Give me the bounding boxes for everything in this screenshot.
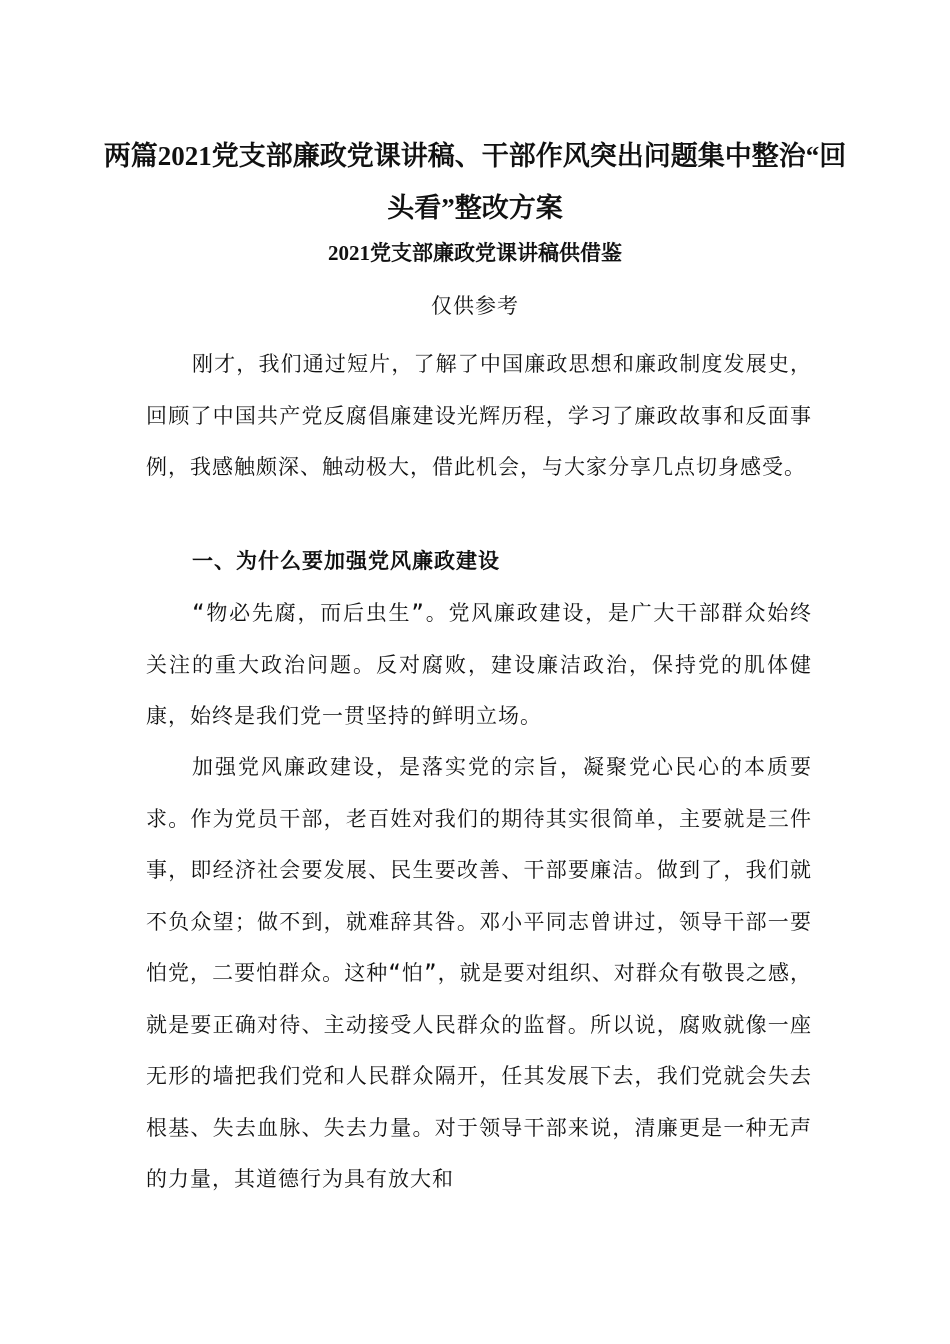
paragraph-importance: 加强党风廉政建设，是落实党的宗旨，凝聚党心民心的本质要求。作为党员干部，老百姓对我们的期待其实很简单，主要就是三件事，即经济社会要发展、民生要改善、干部要廉洁。做到了，我们就不负众望；做不到，就难辞其咎。邓小平同志曾讲过，领导干部一要怕党，二要怕群众。这种“怕”，就是要对组织、对群众有敬畏之感，就是要正确对待、主动接受人民群众的监督。所以说，腐败就像一座无形的墙把我们党和人民群众隔开，任其发展下去，我们党就会失去根基、失去血脉、失去力量。对于领导干部来说，清廉更是一种无声的力量，其道德行为具有放大和 <box>146 755 812 1191</box>
document-subtitle: 2021党支部廉政党课讲稿供借鉴 <box>328 241 622 265</box>
paragraph-intro: 刚才，我们通过短片，了解了中国廉政思想和廉政制度发展史，回顾了中国共产党反腐倡廉建设光辉历程，学习了廉政故事和反面事例，我感触颇深、触动极大，借此机会，与大家分享几点切身感受。 <box>146 352 812 479</box>
paragraph-quote: “物必先腐，而后虫生”。党风廉政建设，是广大干部群众始终关注的重大政治问题。反对腐败，建设廉洁政治，保持党的肌体健康，始终是我们党一贯坚持的鲜明立场。 <box>146 601 812 728</box>
document-title: 两篇2021党支部廉政党课讲稿、干部作风突出问题集中整治“回头看”整改方案 <box>103 141 847 223</box>
reference-note: 仅供参考 <box>431 294 519 318</box>
section-heading: 一、为什么要加强党风廉政建设 <box>192 549 500 573</box>
